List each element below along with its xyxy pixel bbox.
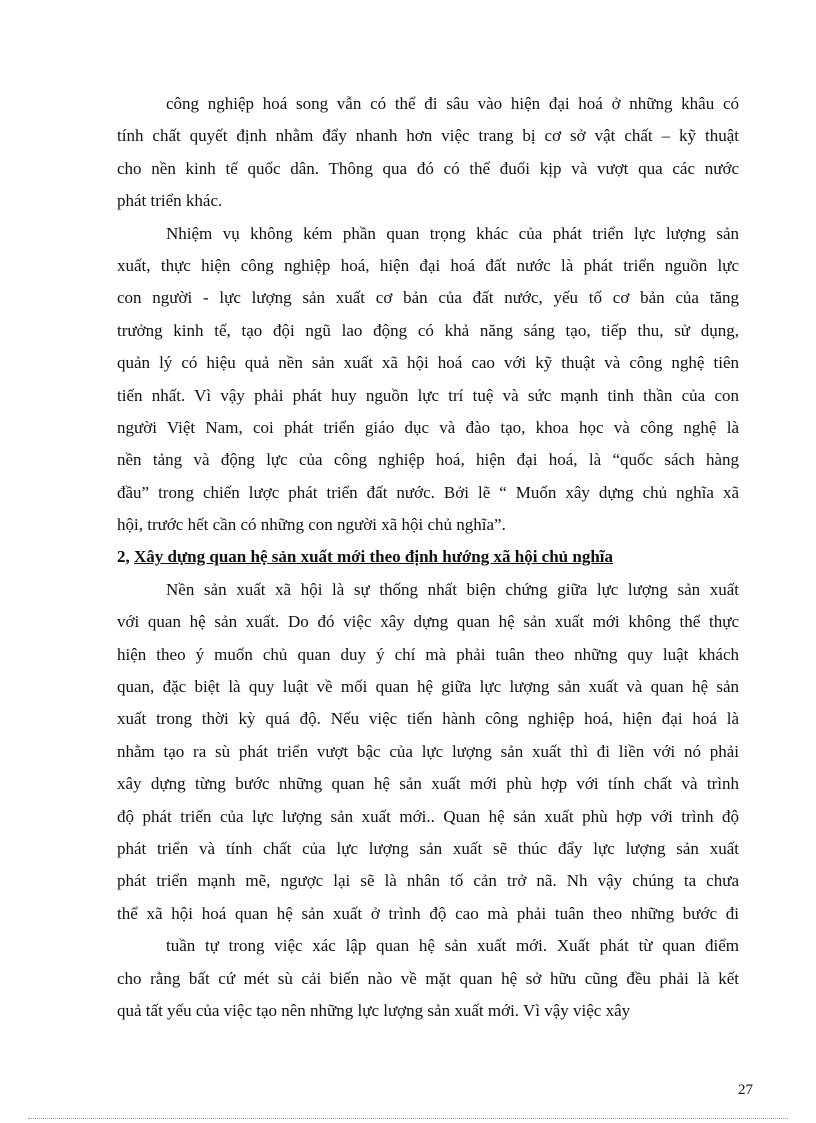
paragraph-line: tính chất quyết định nhằm đẩy nhanh hơn việc trang bị cơ sở vật chất – kỹ thuật: [117, 126, 739, 146]
paragraph-line: tuần tự trong việc xác lập quan hệ sản xuất mới. Xuất phát từ quan điểm: [166, 936, 739, 956]
paragraph-line: trưởng kinh tế, tạo đội ngũ lao động có khả năng sáng tạo, tiếp thu, sử dụng,: [117, 320, 739, 340]
footer-divider: [28, 1118, 788, 1119]
paragraph-line: đầu” trong chiến lược phát triển đất nước. Bởi lẽ “ Muốn xây dựng chủ nghĩa xã: [117, 482, 739, 502]
paragraph-line: người Việt Nam, coi phát triển giáo dục và đào tạo, khoa học và công nghệ là: [117, 417, 739, 437]
paragraph-line: quả tất yếu của việc tạo nên những lực lượng sản xuất mới. Vì vậy việc xây: [117, 1000, 631, 1020]
section-heading-title: Xây dựng quan hệ sản xuất mới theo định hướng xã hội chủ nghĩa: [134, 547, 614, 567]
paragraph-line: xuất trong thời kỳ quá độ. Nếu việc tiến hành công nghiệp hoá, hiện đại hoá là: [117, 709, 739, 729]
page-number: 27: [738, 1082, 753, 1098]
paragraph-line: độ phát triển của lực lượng sản xuất mới.. Quan hệ sản xuất phù hợp với trình độ: [117, 806, 739, 826]
paragraph-line: quản lý có hiệu quả nền sản xuất xã hội hoá cao với kỹ thuật và công nghệ tiên: [117, 353, 739, 373]
paragraph-line: phát triển mạnh mẽ, ngược lại sẽ là nhân tố cản trở nã. Nh vậy chúng ta chưa: [117, 871, 739, 891]
paragraph-line: quan, đặc biệt là quy luật về mối quan hệ giữa lực lượng sản xuất và quan hệ sản: [117, 677, 739, 697]
paragraph-line: nhằm tạo ra sù phát triển vượt bậc của lực lượng sản xuất thì đi liền với nó phải: [117, 741, 739, 761]
paragraph-line: hiện theo ý muốn chủ quan duy ý chí mà phải tuân theo những quy luật khách: [117, 644, 739, 664]
paragraph-line: xuất, thực hiện công nghiệp hoá, hiện đại hoá đất nước là phát triển nguồn lực: [117, 255, 739, 275]
paragraph-line: xây dựng từng bước những quan hệ sản xuất mới phù hợp với tính chất và trình: [117, 774, 739, 794]
body-text: [117, 88, 739, 1027]
paragraph-line: với quan hệ sản xuất. Do đó việc xây dựng quan hệ sản xuất mới không thể thực: [117, 612, 739, 632]
paragraph-line: thể xã hội hoá quan hệ sản xuất ở trình độ cao mà phải tuân theo những bước đi: [117, 903, 739, 923]
paragraph-line: phát triển và tính chất của lực lượng sản xuất sẽ thúc đẩy lực lượng sản xuất: [117, 838, 739, 858]
paragraph-line: Nền sản xuất xã hội là sự thống nhất biện chứng giữa lực lượng sản xuất: [166, 579, 739, 599]
paragraph-line: nền tảng và động lực của công nghiệp hoá, hiện đại hoá, là “quốc sách hàng: [117, 450, 739, 470]
paragraph-line: cho nền kinh tế quốc dân. Thông qua đó có thể đuổi kịp và vượt qua các nước: [117, 158, 739, 178]
paragraph-line: công nghiệp hoá song vẫn có thể đi sâu vào hiện đại hoá ở những khâu có: [166, 94, 739, 113]
paragraph-line: cho rằng bất cứ mét sù cải biến nào về mặt quan hệ sở hữu cũng đều phải là kết: [117, 968, 739, 988]
paragraph-line: tiến nhất. Vì vậy phải phát huy nguồn lực trí tuệ và sức mạnh tinh thần của con: [117, 385, 739, 405]
paragraph-line: con người - lực lượng sản xuất cơ bản của đất nước, yếu tố cơ bản của tăng: [117, 288, 739, 308]
paragraph-line: Nhiệm vụ không kém phần quan trọng khác của phát triển lực lượng sản: [166, 223, 739, 243]
section-heading: [117, 541, 739, 573]
paragraph-line: hội, trước hết cần có những con người xã hội chủ nghĩa”.: [117, 515, 506, 535]
paragraph-line: phát triển khác.: [117, 191, 223, 211]
section-heading-number: 2,: [117, 547, 134, 567]
